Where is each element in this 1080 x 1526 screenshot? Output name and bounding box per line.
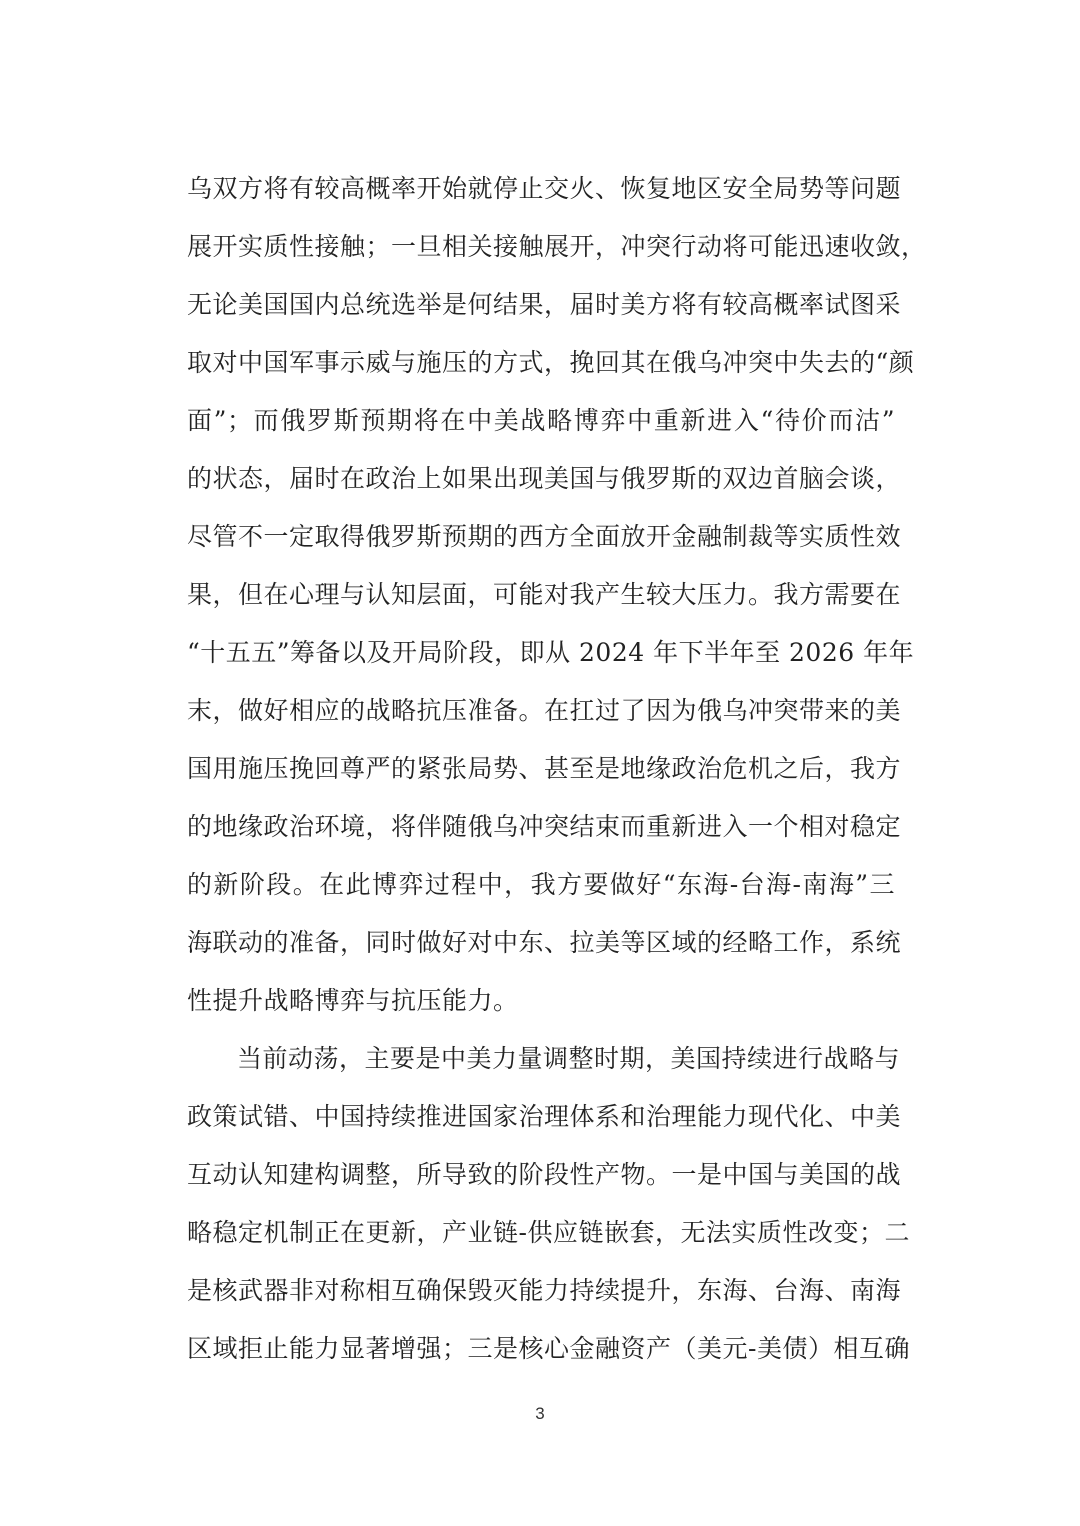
text-line: 果，但在心理与认知层面，可能对我产生较大压力。我方需要在 bbox=[187, 580, 902, 609]
text-line: 政策试错、中国持续推进国家治理体系和治理能力现代化、中美 bbox=[187, 1102, 902, 1131]
text-line: 区域拒止能力显著增强；三是核心金融资产（美元-美债）相互确 bbox=[187, 1334, 910, 1363]
text-line: 性提升战略博弈与抗压能力。 bbox=[187, 986, 519, 1015]
page-number: 3 bbox=[535, 1404, 545, 1423]
text-line: 的状态，届时在政治上如果出现美国与俄罗斯的双边首脑会谈， bbox=[187, 464, 902, 493]
text-line: 乌双方将有较高概率开始就停止交火、恢复地区安全局势等问题 bbox=[187, 174, 902, 203]
text-line: 的地缘政治环境，将伴随俄乌冲突结束而重新进入一个相对稳定 bbox=[187, 812, 902, 841]
text-line: 展开实质性接触；一旦相关接触展开，冲突行动将可能迅速收敛， bbox=[187, 232, 927, 261]
paragraph-2 bbox=[187, 1030, 910, 1378]
text-line: 的新阶段。在此博弈过程中，我方要做好“东海-台海-南海”三 bbox=[187, 870, 895, 899]
text-line: 无论美国国内总统选举是何结果，届时美方将有较高概率试图采 bbox=[187, 290, 902, 319]
text-line: 面”；而俄罗斯预期将在中美战略博弈中重新进入“待价而沽” bbox=[187, 406, 895, 435]
text-line: 是核武器非对称相互确保毁灭能力持续提升，东海、台海、南海 bbox=[187, 1276, 902, 1305]
text-line: 互动认知建构调整，所导致的阶段性产物。一是中国与美国的战 bbox=[187, 1160, 902, 1189]
text-line: 略稳定机制正在更新，产业链-供应链嵌套，无法实质性改变；二 bbox=[187, 1218, 910, 1247]
text-line: “十五五”筹备以及开局阶段，即从 2024 年下半年至 2026 年年 bbox=[187, 638, 915, 667]
text-line: 末，做好相应的战略抗压准备。在扛过了因为俄乌冲突带来的美 bbox=[187, 696, 902, 725]
text-line: 取对中国军事示威与施压的方式，挽回其在俄乌冲突中失去的“颜 bbox=[187, 348, 915, 377]
text-line: 海联动的准备，同时做好对中东、拉美等区域的经略工作，系统 bbox=[187, 928, 902, 957]
text-line: 尽管不一定取得俄罗斯预期的西方全面放开金融制裁等实质性效 bbox=[187, 522, 902, 551]
paragraph-1 bbox=[187, 160, 927, 1030]
text-line: 当前动荡，主要是中美力量调整时期，美国持续进行战略与 bbox=[237, 1044, 901, 1073]
text-line: 国用施压挽回尊严的紧张局势、甚至是地缘政治危机之后，我方 bbox=[187, 754, 902, 783]
